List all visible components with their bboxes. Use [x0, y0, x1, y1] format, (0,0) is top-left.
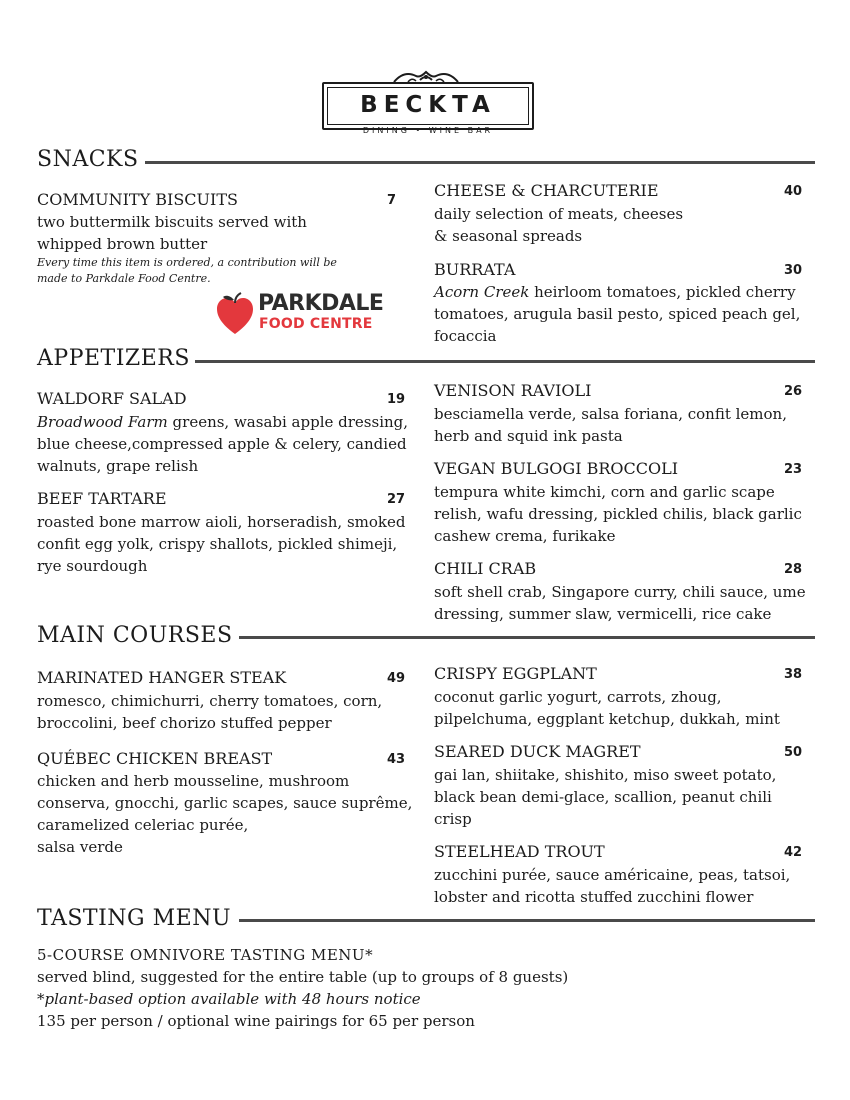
- item-name-quebec-chicken-breast: QUÉBEC CHICKEN BREAST: [37, 749, 273, 768]
- item-desc-marinated-hanger-steak: romesco, chimichurri, cherry tomatoes, corn, broccolini, beef chorizo stuffed pepper: [37, 692, 383, 732]
- item-desc-venison-ravioli: besciamella verde, salsa foriana, confit lemon, herb and squid ink pasta: [434, 405, 787, 445]
- item-name-chili-crab: CHILI CRAB: [434, 559, 537, 578]
- item-name-waldorf-salad: WALDORF SALAD: [37, 389, 187, 408]
- item-name-burrata: BURRATA: [434, 260, 516, 279]
- item-note-community-biscuits: Every time this item is ordered, a contribution will be made to Parkdale Food Centre.: [37, 256, 337, 285]
- restaurant-logo: [322, 68, 534, 140]
- logo-tagline: DINING • WINE BAR: [362, 126, 494, 135]
- section-title-appetizers: APPETIZERS: [37, 346, 190, 371]
- parkdale-wordmark: PARKDALE: [258, 291, 384, 316]
- tasting-menu-line-1: served blind, suggested for the entire table (up to groups of 8 guests): [37, 968, 569, 986]
- logo-wordmark: BECKTA: [360, 92, 496, 118]
- item-name-cheese-charcuterie: CHEESE & CHARCUTERIE: [434, 181, 659, 200]
- item-name-steelhead-trout: STEELHEAD TROUT: [434, 842, 605, 861]
- item-desc-beef-tartare: roasted bone marrow aioli, horseradish, smoked confit egg yolk, crispy shallots, pickled shimeji, rye sourdough: [37, 513, 406, 575]
- item-price-seared-duck-magret: 50: [784, 745, 803, 760]
- tasting-menu-line-2: *plant-based option available with 48 hours notice: [37, 990, 421, 1008]
- item-price-quebec-chicken-breast: 43: [387, 752, 406, 767]
- section-rule: [239, 919, 815, 922]
- tasting-menu-line-3: 135 per person / optional wine pairings for 65 per person: [37, 1012, 475, 1030]
- item-desc-crispy-eggplant: coconut garlic yogurt, carrots, zhoug, pilpelchuma, eggplant ketchup, dukkah, mint: [434, 688, 780, 728]
- parkdale-subtitle: FOOD CENTRE: [259, 316, 373, 332]
- item-price-waldorf-salad: 19: [387, 392, 406, 407]
- item-desc-cheese-charcuterie: daily selection of meats, cheeses & seasonal spreads: [434, 205, 684, 245]
- section-title-tasting-menu: TASTING MENU: [37, 906, 231, 931]
- item-price-crispy-eggplant: 38: [784, 667, 803, 682]
- item-name-marinated-hanger-steak: MARINATED HANGER STEAK: [37, 668, 287, 687]
- item-desc-steelhead-trout: zucchini purée, sauce américaine, peas, tatsoi, lobster and ricotta stuffed zucchini flower: [434, 866, 791, 906]
- item-name-beef-tartare: BEEF TARTARE: [37, 489, 167, 508]
- item-desc-waldorf-salad: Broadwood Farm greens, wasabi apple dressing, blue cheese,compressed apple & celery, candied walnuts, grape relish: [37, 413, 409, 475]
- item-price-vegan-bulgogi-broccoli: 23: [784, 462, 803, 477]
- section-rule: [195, 360, 815, 363]
- logo-frame: [322, 82, 534, 130]
- item-price-steelhead-trout: 42: [784, 845, 803, 860]
- item-desc-vegan-bulgogi-broccoli: tempura white kimchi, corn and garlic scape relish, wafu dressing, pickled chilis, black garlic cashew crema, furikake: [434, 483, 802, 545]
- item-price-venison-ravioli: 26: [784, 384, 803, 399]
- item-price-marinated-hanger-steak: 49: [387, 671, 406, 686]
- section-title-main-courses: MAIN COURSES: [37, 623, 233, 648]
- item-price-burrata: 30: [784, 263, 803, 278]
- apple-heart-icon: [216, 292, 254, 336]
- item-name-seared-duck-magret: SEARED DUCK MAGRET: [434, 742, 641, 761]
- tasting-menu-title: 5-COURSE OMNIVORE TASTING MENU*: [37, 946, 374, 964]
- item-price-cheese-charcuterie: 40: [784, 184, 803, 199]
- item-price-community-biscuits: 7: [387, 193, 397, 208]
- item-name-community-biscuits: COMMUNITY BISCUITS: [37, 190, 238, 209]
- item-name-vegan-bulgogi-broccoli: VEGAN BULGOGI BROCCOLI: [434, 459, 679, 478]
- item-desc-community-biscuits: two buttermilk biscuits served with whipped brown butter: [37, 213, 307, 253]
- item-price-beef-tartare: 27: [387, 492, 406, 507]
- parkdale-food-centre-logo: [216, 290, 386, 338]
- item-desc-burrata: Acorn Creek heirloom tomatoes, pickled cherry tomatoes, arugula basil pesto, spiced peach gel, focaccia: [434, 283, 801, 345]
- item-desc-seared-duck-magret: gai lan, shiitake, shishito, miso sweet potato, black bean demi-glace, scallion, peanut chili crisp: [434, 766, 777, 828]
- item-desc-chili-crab: soft shell crab, Singapore curry, chili sauce, ume dressing, summer slaw, vermicelli, rice cake: [434, 583, 806, 623]
- item-desc-quebec-chicken-breast: chicken and herb mousseline, mushroom conserva, gnocchi, garlic scapes, sauce suprême, caramelized celeriac purée, salsa verde: [37, 772, 413, 856]
- item-name-venison-ravioli: VENISON RAVIOLI: [434, 381, 592, 400]
- section-rule: [145, 161, 815, 164]
- section-title-snacks: SNACKS: [37, 147, 139, 172]
- section-rule: [239, 636, 815, 639]
- item-name-crispy-eggplant: CRISPY EGGPLANT: [434, 664, 597, 683]
- item-price-chili-crab: 28: [784, 562, 803, 577]
